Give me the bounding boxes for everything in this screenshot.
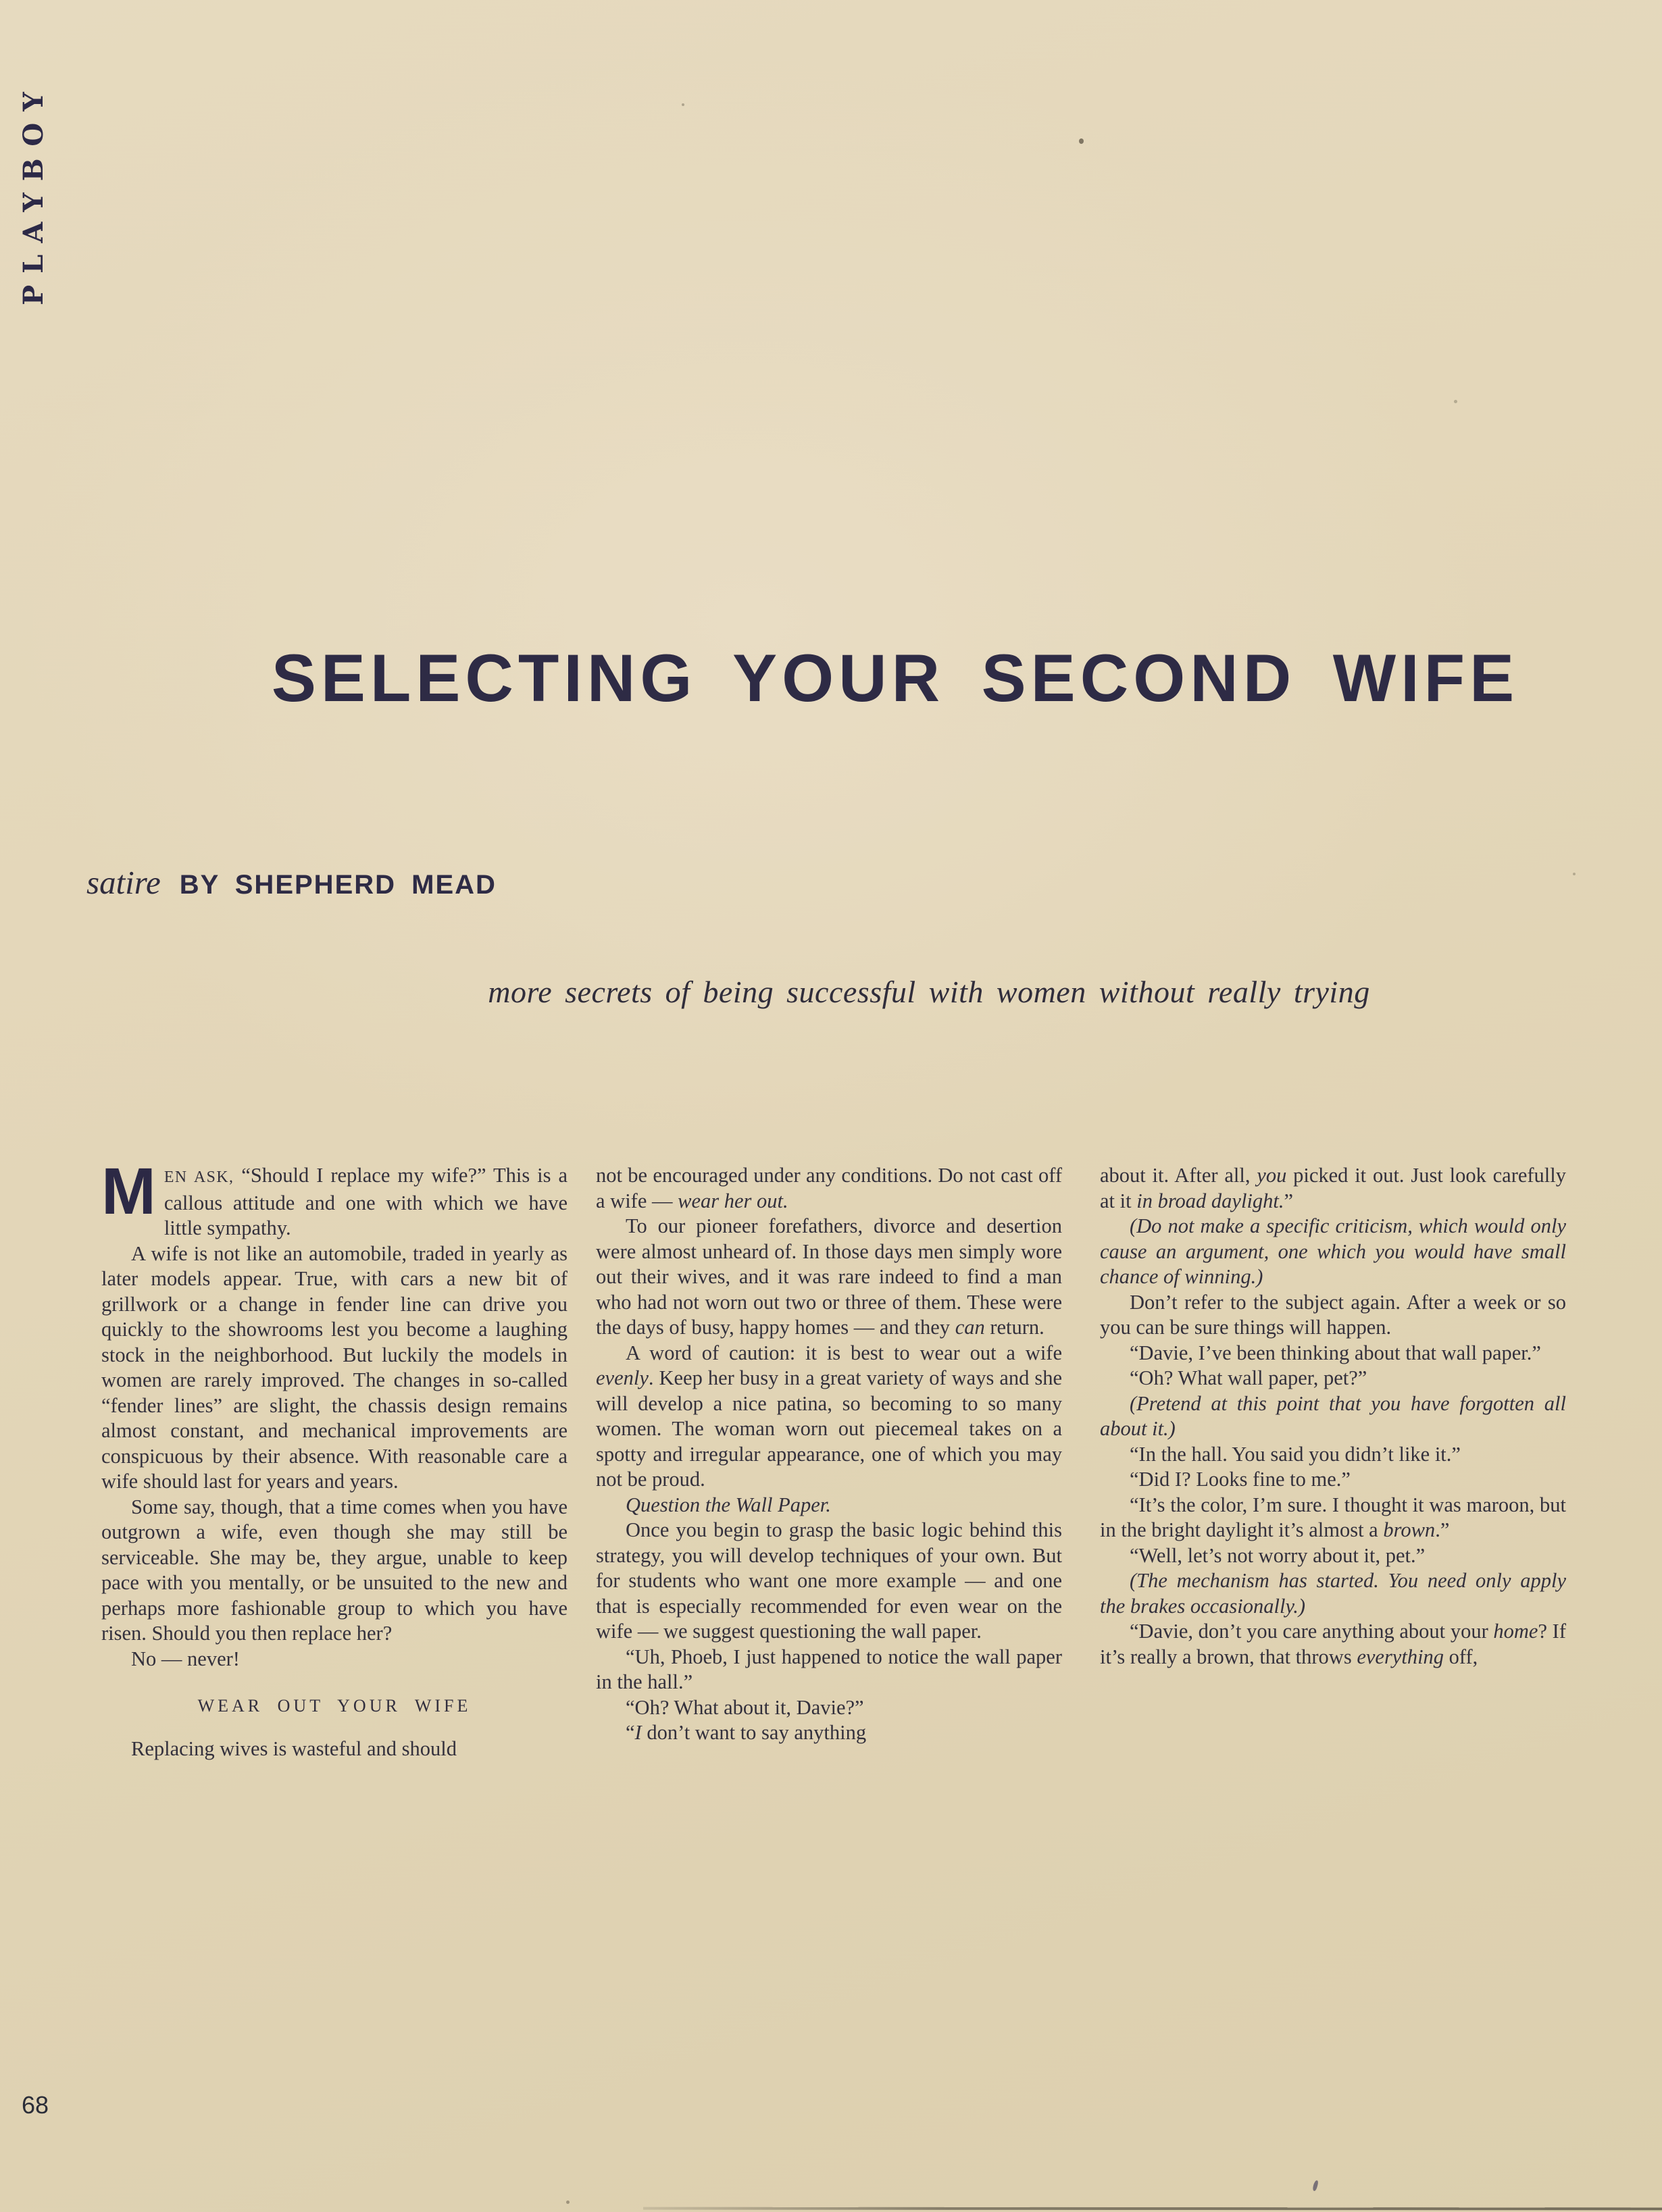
text-segment: evenly [596,1366,649,1389]
drop-cap: M [101,1154,156,1228]
author-byline: BY SHEPHERD MEAD [179,870,497,900]
magazine-masthead-vertical: PLAYBOY [18,80,49,305]
text-segment: A wife is not like an automobile, traded in yearly as later models appear. True, with cars a new bit of grillwork or a change in fender line can drive you quickly to the showrooms lest you become a laughing stock in the neighborhood. But luckily the models in women are rarely improved. The changes in so-called “fender lines” are slight, the chassis design remains almost constant, and mechanical improvements are conspicuous by their absence. With reasonable care a wife should last for years and years. [101,1241,568,1493]
paragraph [596,1518,1062,1645]
text-segment: Replacing wives is wasteful and should [131,1737,457,1760]
article-column-3 [1100,1163,1566,1670]
paragraph [1100,1366,1566,1391]
text-segment: EN ASK, [163,1168,242,1186]
paragraph [1100,1442,1566,1468]
article-title: SELECTING YOUR SECOND WIFE [271,640,1519,715]
paragraph [1100,1290,1566,1341]
paragraph [1100,1543,1566,1569]
text-segment: “Should I replace my wife?” This is a callous attitude and one with which we have little sympathy. [163,1164,568,1239]
text-segment: not be encouraged under any conditions. Do not cast off a wife — [596,1164,1062,1212]
text-segment: “Oh? What about it, Davie?” [626,1695,864,1719]
paragraph [101,1737,568,1762]
paper-speck [566,2201,570,2204]
paragraph [596,1695,1062,1721]
text-segment: I [634,1721,642,1744]
text-segment: picked it out. Just look carefully at it [1100,1164,1566,1212]
paragraph [596,1645,1062,1695]
text-segment: “ [626,1721,635,1744]
text-segment: “Uh, Phoeb, I just happened to notice the wall paper in the hall.” [596,1645,1062,1693]
paragraph [596,1163,1062,1214]
text-segment: . Keep her busy in a great variety of ways and she will develop a nice patina, so becoming to so many women. The woman worn out piecemeal takes on a spotty and irregular appearance, one of which you may not be proud. [596,1366,1062,1491]
paragraph [1100,1619,1566,1670]
paper-speck [1573,873,1576,875]
text-segment: Some say, though, that a time comes when you have outgrown a wife, even though she may still be serviceable. She may be, they argue, unable to keep pace with you mentally, or be unsuited to the new and perhaps more fashionable group to which you have risen. Should you then replace her? [101,1495,568,1645]
text-segment: “In the hall. You said you didn’t like it.” [1130,1442,1461,1466]
article-column-2 [596,1163,1062,1746]
text-segment: A word of caution: it is best to wear out a wife [626,1341,1062,1364]
text-segment: ” [1284,1189,1294,1212]
text-segment: Question the Wall Paper. [626,1493,831,1516]
article-column-1 [101,1154,568,1761]
text-segment: about it. After all, [1100,1164,1257,1187]
text-segment: No — never! [131,1647,240,1670]
byline [86,863,497,902]
text-segment: home [1493,1620,1538,1643]
text-segment: .” [1435,1518,1450,1541]
article-subtitle: more secrets of being successful with women without really trying [488,975,1370,1009]
text-segment: in broad daylight. [1136,1189,1284,1212]
text-segment: “Oh? What wall paper, pet?” [1130,1366,1367,1389]
page-number: 68 [22,2091,49,2119]
genre-label: satire [86,864,161,901]
paragraph [101,1154,568,1241]
text-segment: wear her out. [678,1189,788,1212]
text-segment: can [955,1316,985,1339]
paragraph [1100,1568,1566,1619]
text-segment: “Well, let’s not worry about it, pet.” [1130,1543,1426,1567]
scan-edge-artifact [643,2207,1662,2211]
paragraph [1100,1493,1566,1543]
text-segment: “Davie, don’t you care anything about your [1130,1620,1494,1643]
text-segment: WEAR OUT YOUR WIFE [197,1696,472,1716]
text-segment: (The mechanism has started. You need only apply the brakes occasionally.) [1100,1569,1566,1618]
paragraph [1100,1163,1566,1214]
paragraph [101,1647,568,1672]
text-segment: “It’s the color, I’m sure. I thought it was maroon, but in the bright daylight it’s almost a [1100,1493,1566,1541]
paragraph [596,1720,1062,1746]
text-segment: “Did I? Looks fine to me.” [1130,1468,1351,1491]
text-segment: (Pretend at this point that you have forgotten all about it.) [1100,1391,1566,1440]
text-segment: Don’t refer to the subject again. After a week or so you can be sure things will happen. [1100,1290,1566,1339]
text-segment: Once you begin to grasp the basic logic behind this strategy, you will develop techniques of your own. But for students who want one more example — and one that is especially recommended for even wear on the wife — we suggest questioning the wall paper. [596,1518,1062,1643]
paragraph [1100,1341,1566,1366]
paragraph [1100,1467,1566,1493]
paper-speck [682,103,684,106]
paragraph [596,1341,1062,1493]
paragraph [101,1241,568,1495]
text-segment: return. [984,1316,1044,1339]
paragraph [101,1495,568,1647]
paper-speck [1454,400,1457,403]
text-segment: brown [1383,1518,1436,1541]
text-segment: everything [1357,1645,1444,1668]
text-segment: (Do not make a specific criticism, which would only cause an argument, one which you would have small chance of winning.) [1100,1214,1566,1288]
text-segment: don’t want to say anything [641,1721,867,1744]
text-segment: To our pioneer forefathers, divorce and desertion were almost unheard of. In those days men simply wore out their wives, and it was rare indeed to find a man who had not worn out two or three of them. These were the days of busy, happy homes — and they [596,1214,1062,1339]
text-segment: ? If it’s really a brown, that throws [1100,1620,1566,1668]
text-segment: “Davie, I’ve been thinking about that wall paper.” [1130,1341,1541,1364]
paper-speck [1312,2180,1319,2192]
paragraph [1100,1391,1566,1442]
paragraph [1100,1214,1566,1290]
paragraph [596,1493,1062,1518]
section-subhead [101,1693,568,1719]
paragraph [596,1214,1062,1341]
paper-speck [1079,138,1084,144]
text-segment: you [1257,1164,1287,1187]
text-segment: off, [1444,1645,1478,1668]
